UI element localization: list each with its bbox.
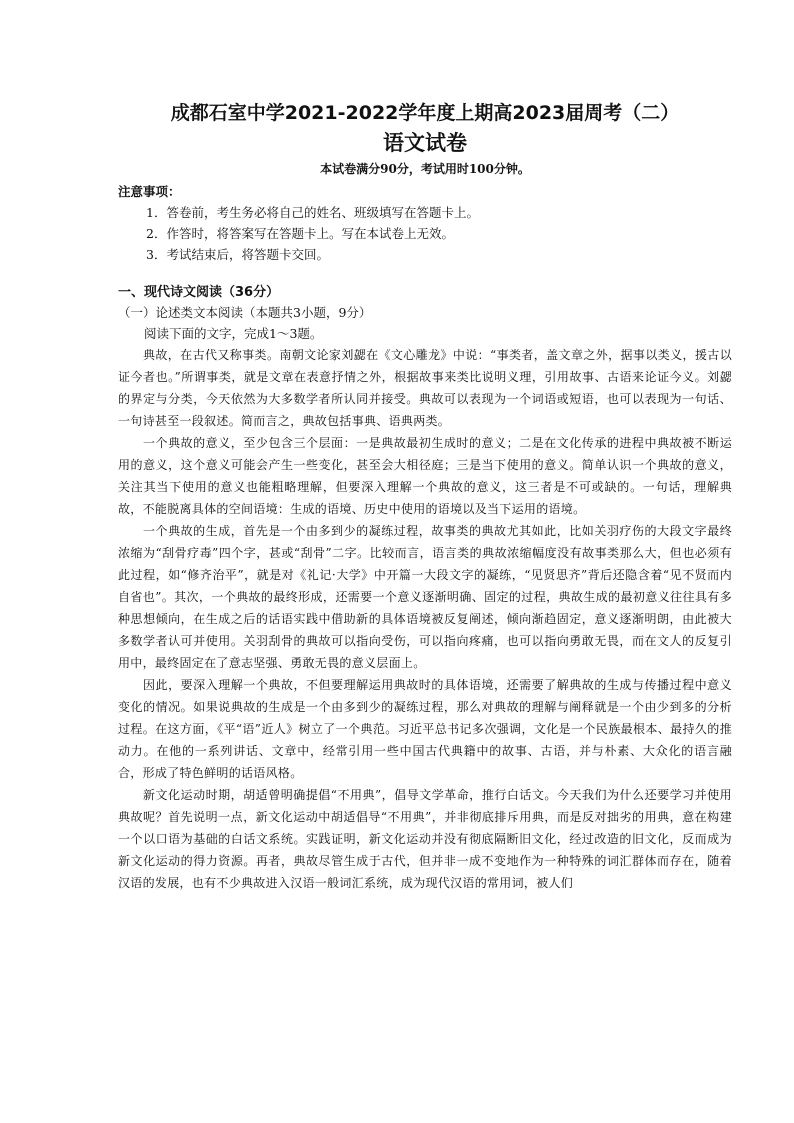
passage-paragraph: 典故，在古代又称事类。南朝文论家刘勰在《文心雕龙》中说：“事类者，盖文章之外，据事以类义，援古以证今者也。”所谓事类，就是文章在表意抒情之外，根据故事来类比说明义理，引用故事、古语来论证今义。刘勰的界定与分类，今天依然为大多数学者所认同并接受。典故可以表现为一个词语或短语，也可以表现为一句话、一句诗甚至一段叙述。简而言之，典故包括事典、语典两类。 [118, 348, 732, 428]
subsection-heading: （一）论述类文本阅读（本题共3小题，9分） [118, 305, 372, 320]
exam-title: 成都石室中学2021-2022学年度上期高2023届周考（二） [170, 102, 680, 124]
notes-item: 2．作答时，将答案写在答题卡上。写在本试卷上无效。 [146, 226, 454, 241]
passage-paragraph: 新文化运动时期，胡适曾明确提倡“不用典”，倡导文学革命，推行白话文。今天我们为什么还要学习并使用典故呢？首先说明一点，新文化运动中胡适倡导“不用典”，并非彻底排斥用典，而是反对拙劣的用典，意在构建一个以口语为基础的白话文系统。实践证明，新文化运动并没有彻底隔断旧文化，经过改造的旧文化，反而成为新文化运动的得力资源。再者，典故尽管生成于古代，但并非一成不变地作为一种特殊的词汇群体而存在，随着汉语的发展，也有不少典故进入汉语一般词汇系统，成为现代汉语的常用词，被人们 [118, 788, 732, 890]
exam-subtitle: 语文试卷 [383, 131, 467, 155]
passage-paragraph: 一个典故的意义，至少包含三个层面：一是典故最初生成时的意义；二是在文化传承的进程中典故被不断运用的意义，这个意义可能会产生一些变化，甚至会大相径庭；三是当下使用的意义。简单认识一个典故的意义，关注其当下使用的意义也能粗略理解，但要深入理解一个典故的意义，这三者是不可或缺的。一句话，理解典故，不能脱离具体的空间语境：生成的语境、历史中使用的语境以及当下运用的语境。 [118, 436, 732, 516]
notes-item: 3．考试结束后，将答题卡交回。 [146, 247, 329, 262]
exam-info: 本试卷满分90分，考试用时100分钟。 [320, 162, 530, 176]
notes-heading: 注意事项： [118, 184, 181, 199]
passage-paragraph: 因此，要深入理解一个典故，不但要理解运用典故时的具体语境，还需要了解典故的生成与传播过程中意义变化的情况。如果说典故的生成是一个由多到少的凝练过程，那么对典故的理解与阐释就是一个由少到多的分析过程。在这方面，《平“语”近人》树立了一个典范。习近平总书记多次强调，文化是一个民族最根本、最持久的推动力。在他的一系列讲话、文章中，经常引用一些中国古代典籍中的故事、古语，并与朴素、大众化的语言融合，形成了特色鲜明的话语风格。 [118, 678, 732, 780]
section-heading: 一、现代诗文阅读（36分） [118, 285, 280, 300]
reading-instruction: 阅读下面的文字，完成1～3题。 [144, 326, 323, 341]
passage-paragraph: 一个典故的生成，首先是一个由多到少的凝练过程，故事类的典故尤其如此，比如关羽疗伤的大段文字最终浓缩为“刮骨疗毒”四个字，甚或“刮骨”二字。比较而言，语言类的典故浓缩幅度没有故事类那么大，但也必须有此过程，如“修齐治平”，就是对《礼记·大学》中开篇一大段文字的凝练，“见贤思齐”背后还隐含着“见不贤而内自省也”。其次，一个典故的最终形成，还需要一个意义逐渐明确、固定的过程，典故生成的最初意义往往具有多种思想倾向，在生成之后的话语实践中借助新的具体语境被反复阐述，倾向渐趋固定，意义逐渐明朗，由此被大多数学者认可并使用。关羽刮骨的典故可以指向受伤，可以指向疼痛，也可以指向勇敢无畏，而在文人的反复引用中，最终固定在了意志坚强、勇敢无畏的意义层面上。 [118, 524, 732, 670]
notes-item: 1．答卷前，考生务必将自己的姓名、班级填写在答题卡上。 [146, 205, 479, 220]
